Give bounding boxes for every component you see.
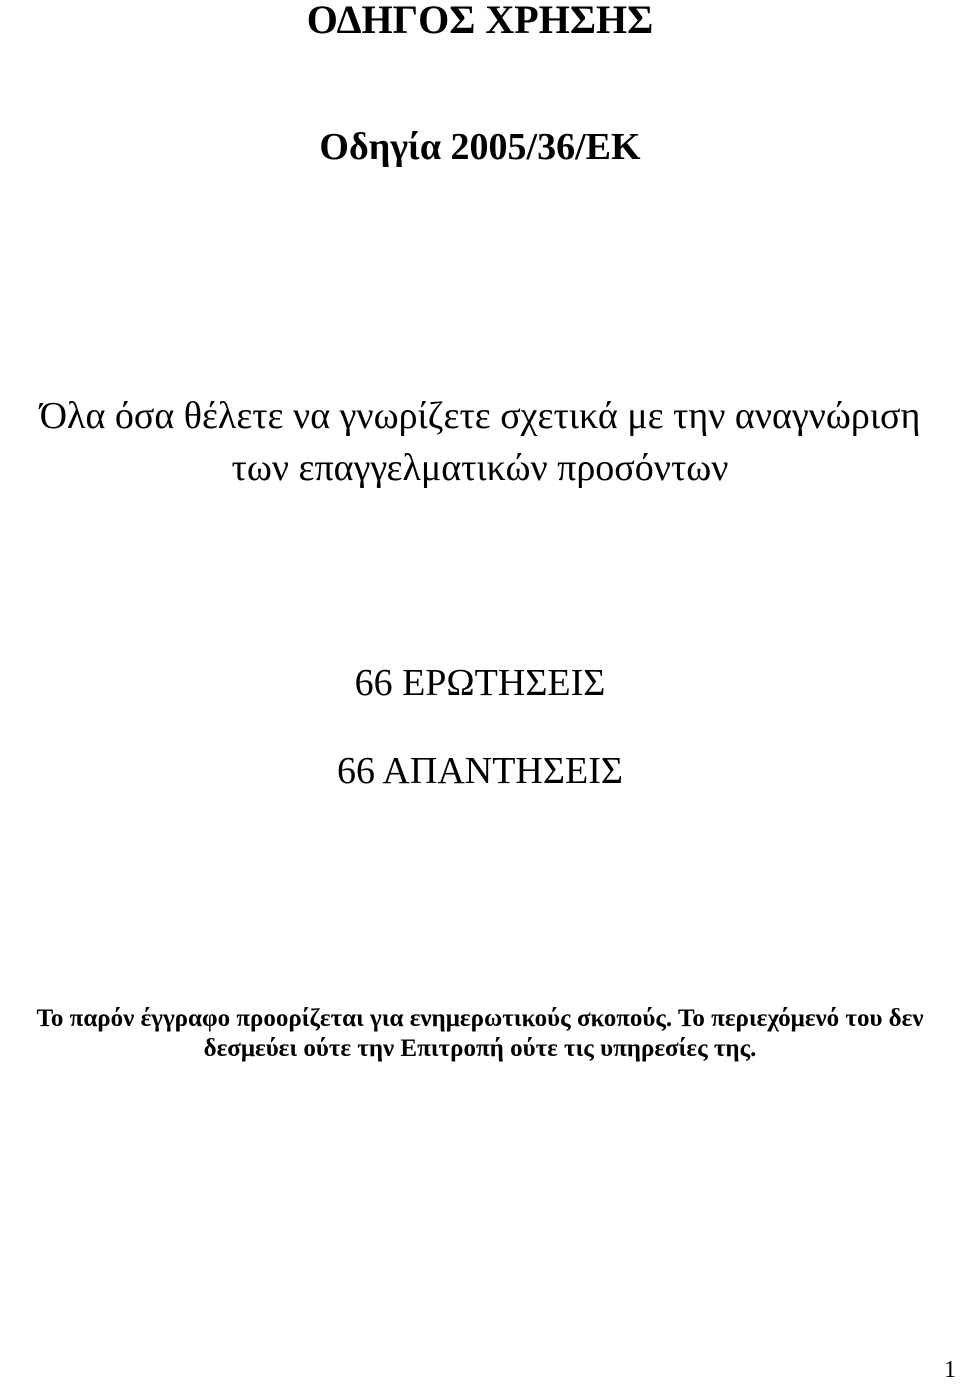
document-subtitle: Οδηγία 2005/36/ΕΚ: [319, 126, 641, 168]
disclaimer: [0, 1004, 960, 1064]
answers-count: 66 ΑΠΑΝΤΗΣΕΙΣ: [337, 750, 623, 792]
disclaimer-line-2: δεσμεύει ούτε την Επιτροπή ούτε τις υπηρεσίες της.: [203, 1035, 757, 1062]
page-number: 1: [944, 1357, 956, 1383]
heading-line-1: Όλα όσα θέλετε να γνωρίζετε σχετικά με την αναγνώριση: [39, 395, 921, 437]
disclaimer-line-1: Το παρόν έγγραφο προορίζεται για ενημερωτικούς σκοπούς. Το περιεχόμενό του δεν: [36, 1005, 924, 1032]
questions-count: 66 ΕΡΩΤΗΣΕΙΣ: [354, 662, 606, 704]
heading-line-2: των επαγγελματικών προσόντων: [231, 447, 729, 489]
document-title: ΟΔΗΓΟΣ ΧΡΗΣΗΣ: [306, 0, 654, 42]
document-heading: [0, 390, 960, 494]
